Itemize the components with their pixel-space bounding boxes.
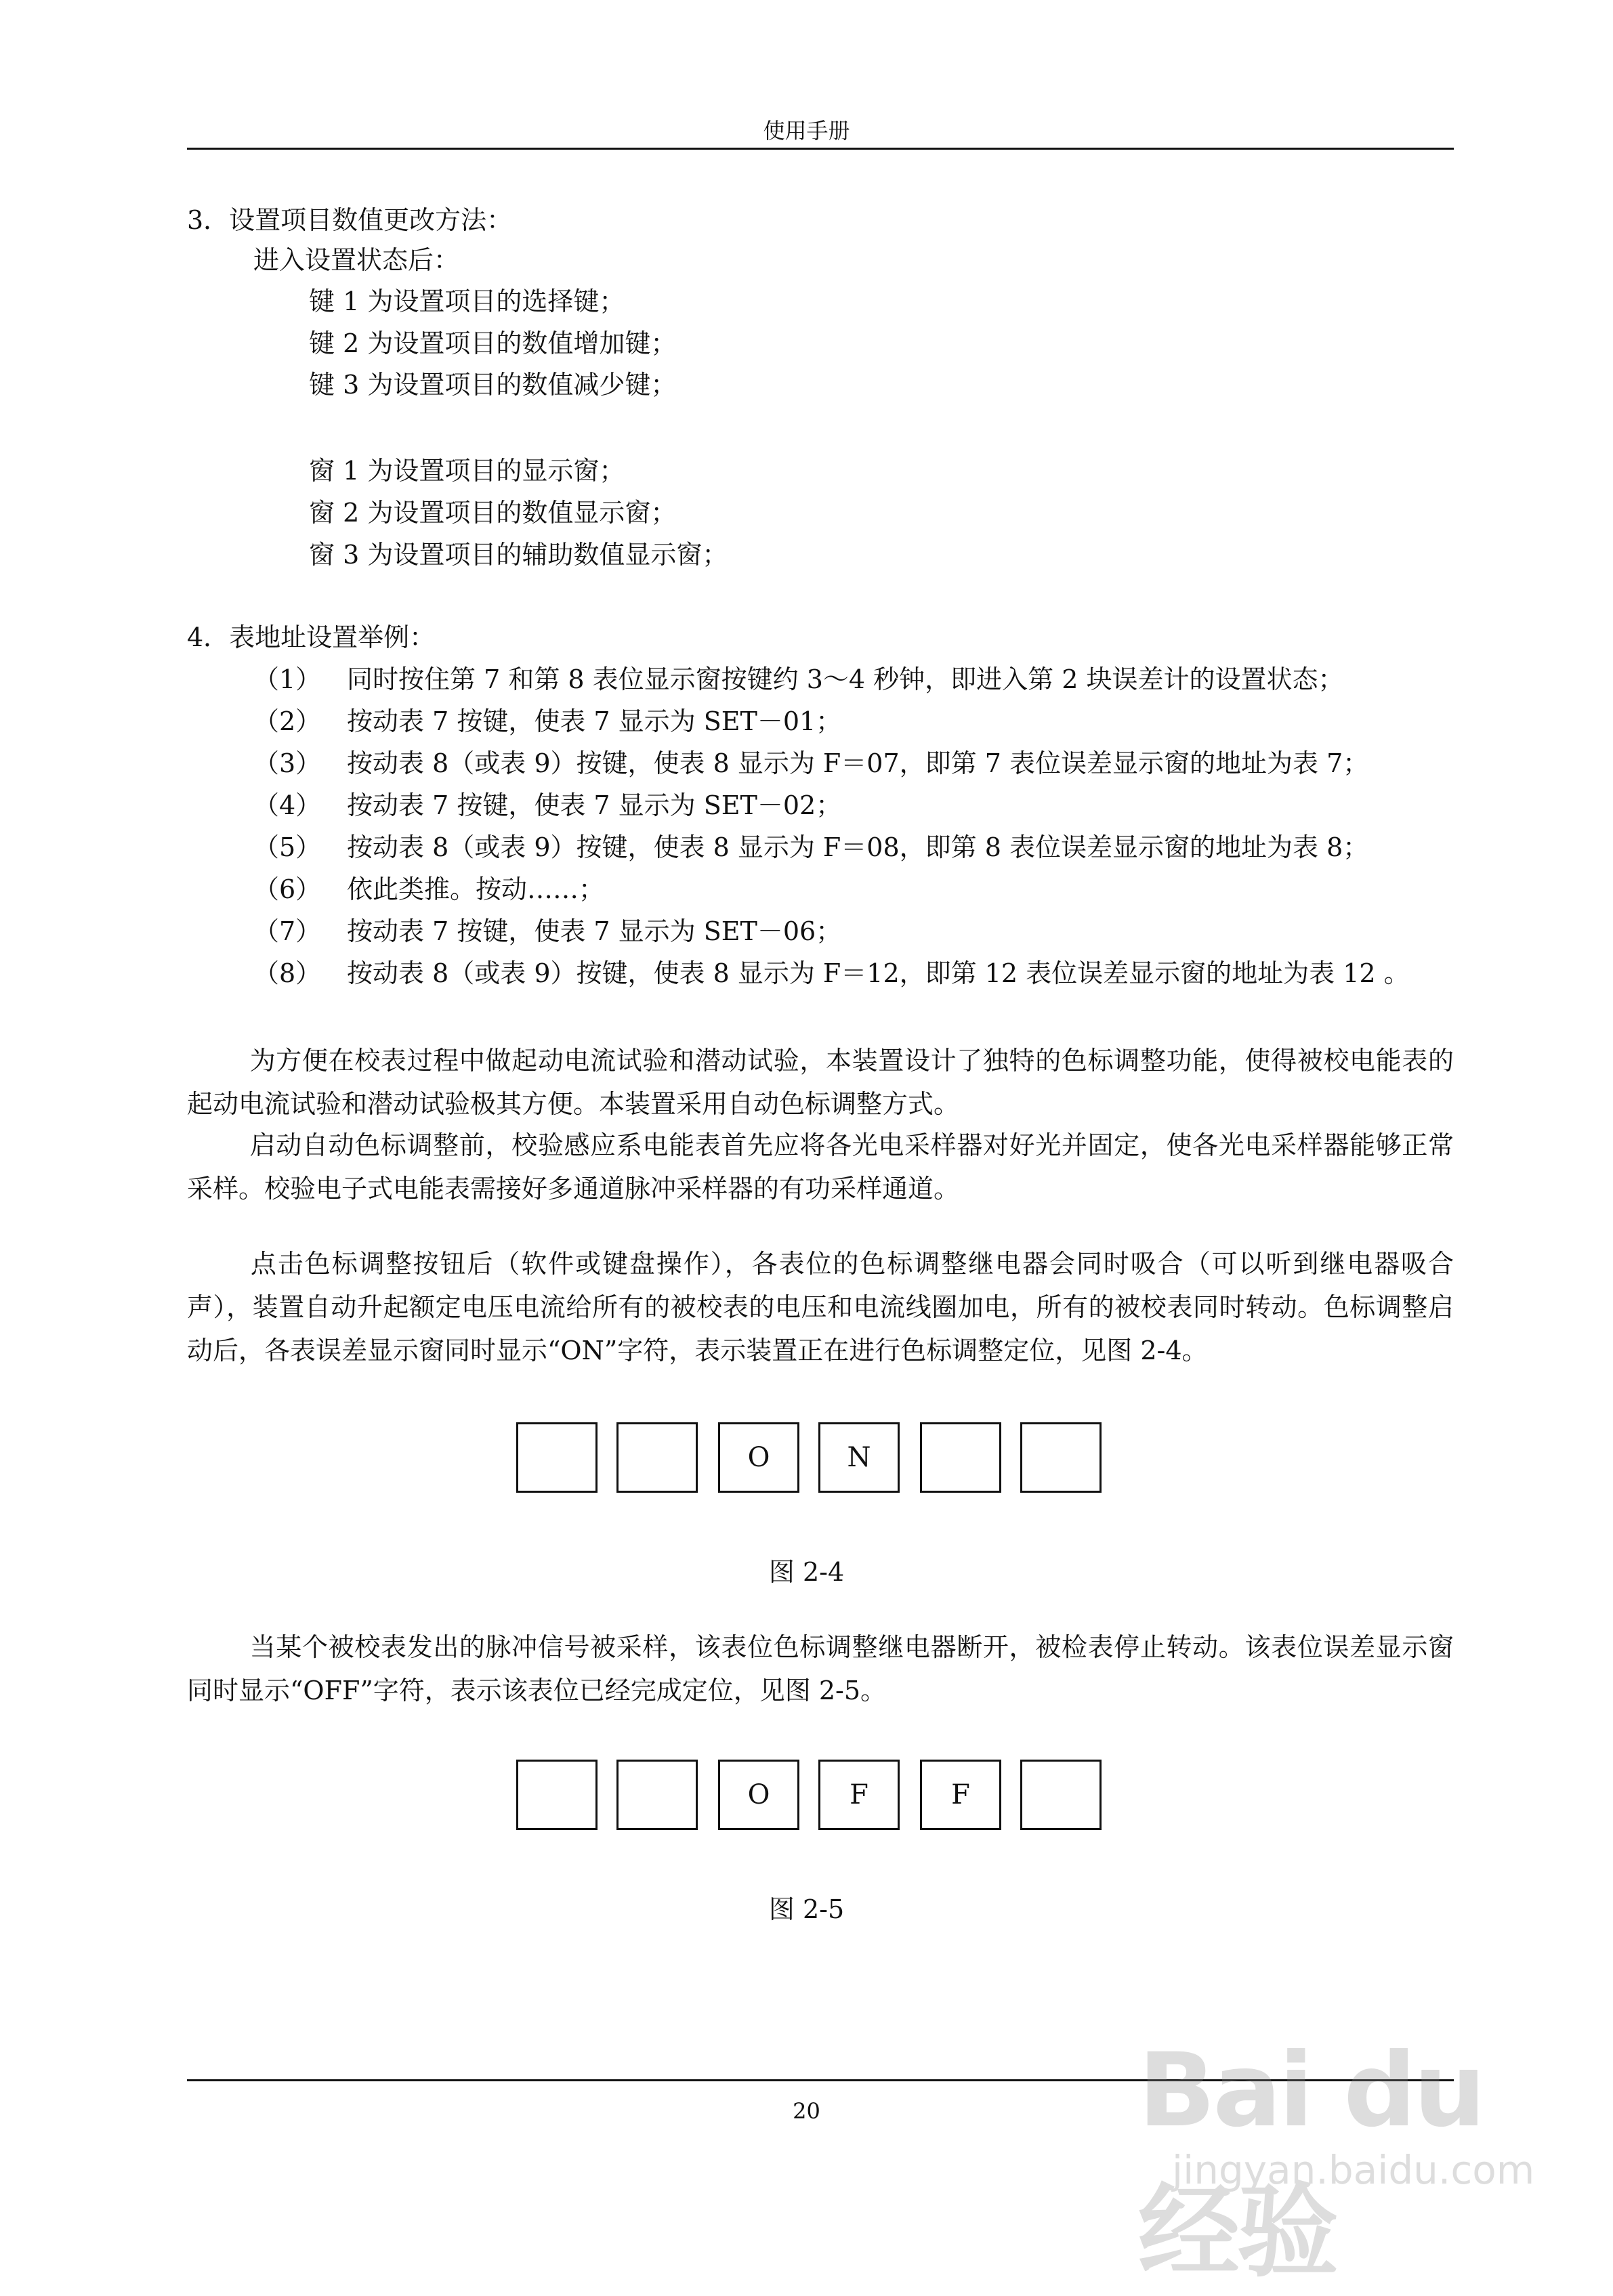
page-number: 20: [793, 2098, 820, 2124]
step-text: 按动表 8（或表 9）按键，使表 8 显示为 F＝08，即第 8 表位误差显示窗的地址为表 8；: [347, 832, 1369, 862]
display-cell: [920, 1422, 1001, 1493]
section-4-heading: 4．表地址设置举例：: [187, 622, 436, 652]
step-number: （6）: [253, 874, 322, 904]
paragraph-text: 为方便在校表过程中做起动电流试验和潜动试验，本装置设计了独特的色标调整功能，使得被校电能表的起动电流试验和潜动试验极其方便。本装置采用自动色标调整方式。: [187, 1046, 1454, 1119]
display-cell: N: [818, 1422, 900, 1493]
paragraph-off-state: [187, 1625, 1454, 1712]
display-cell: [1020, 1760, 1102, 1830]
paragraph-text: 点击色标调整按钮后（软件或键盘操作），各表位的色标调整继电器会同时吸合（可以听到继电器吸合声），装置自动升起额定电压电流给所有的被校表的电压和电流线圈加电，所有的被校表同时转动。色标调整启动后，各表误差显示窗同时显示“ON”字符，表示装置正在进行色标调整定位，见图 2-4。: [187, 1249, 1454, 1365]
key-1-line: 键 1 为设置项目的选择键；: [309, 286, 625, 316]
paragraph-preparation: [187, 1124, 1454, 1210]
step-text: 按动表 7 按键，使表 7 显示为 SET－06；: [347, 916, 842, 946]
section-3-intro: 进入设置状态后：: [253, 245, 460, 275]
paragraph-text: 当某个被校表发出的脉冲信号被采样，该表位色标调整继电器断开，被检表停止转动。该表位误差显示窗同时显示“OFF”字符，表示该表位已经完成定位，见图 2-5。: [187, 1632, 1454, 1705]
display-cell: [616, 1760, 698, 1830]
display-cell: [516, 1422, 598, 1493]
figure-2-4-caption: 图 2-4: [768, 1557, 845, 1587]
paragraph-start-adjust: [187, 1242, 1454, 1372]
display-cell: O: [718, 1760, 799, 1830]
step-text: 按动表 7 按键，使表 7 显示为 SET－01；: [347, 706, 842, 736]
step-number: （5）: [253, 832, 322, 862]
display-cell: F: [818, 1760, 900, 1830]
step-number: （8）: [253, 958, 322, 988]
header-rule: [187, 148, 1454, 150]
step-number: （4）: [253, 790, 322, 820]
figure-2-5-caption: 图 2-5: [768, 1894, 845, 1924]
paragraph-text: 启动自动色标调整前，校验感应系电能表首先应将各光电采样器对好光并固定，使各光电采样器能够正常采样。校验电子式电能表需接好多通道脉冲采样器的有功采样通道。: [187, 1130, 1454, 1204]
display-cell: O: [718, 1422, 799, 1493]
window-1-line: 窗 1 为设置项目的显示窗；: [309, 456, 625, 486]
running-header: 使用手册: [763, 118, 850, 144]
step-text: 同时按住第 7 和第 8 表位显示窗按键约 3～4 秒钟，即进入第 2 块误差计的设置状态；: [347, 664, 1344, 694]
step-text: 依此类推。按动……；: [347, 874, 605, 904]
paragraph-color-mark-intro: [187, 1039, 1454, 1126]
window-2-line: 窗 2 为设置项目的数值显示窗；: [309, 498, 677, 528]
step-text: 按动表 8（或表 9）按键，使表 8 显示为 F＝12，即第 12 表位误差显示窗的地址为表 12 。: [347, 958, 1410, 988]
watermark-url: jingyan.baidu.com: [1172, 2147, 1535, 2193]
step-number: （3）: [253, 748, 322, 778]
display-cell: [616, 1422, 698, 1493]
display-cell: [516, 1760, 598, 1830]
key-2-line: 键 2 为设置项目的数值增加键；: [309, 328, 677, 358]
section-3-heading: 3．设置项目数值更改方法：: [187, 205, 513, 235]
step-text: 按动表 7 按键，使表 7 显示为 SET－02；: [347, 790, 842, 820]
step-number: （7）: [253, 916, 322, 946]
key-3-line: 键 3 为设置项目的数值减少键；: [309, 370, 677, 400]
display-cell: [1020, 1422, 1102, 1493]
step-number: （1）: [253, 664, 322, 694]
step-number: （2）: [253, 706, 322, 736]
display-cell: F: [920, 1760, 1001, 1830]
baidu-jingyan-watermark: [1125, 2005, 1558, 2291]
step-text: 按动表 8（或表 9）按键，使表 8 显示为 F＝07，即第 7 表位误差显示窗的地址为表 7；: [347, 748, 1369, 778]
window-3-line: 窗 3 为设置项目的辅助数值显示窗；: [309, 540, 728, 570]
watermark-logo: Bai du 经验: [1138, 2032, 1484, 2291]
